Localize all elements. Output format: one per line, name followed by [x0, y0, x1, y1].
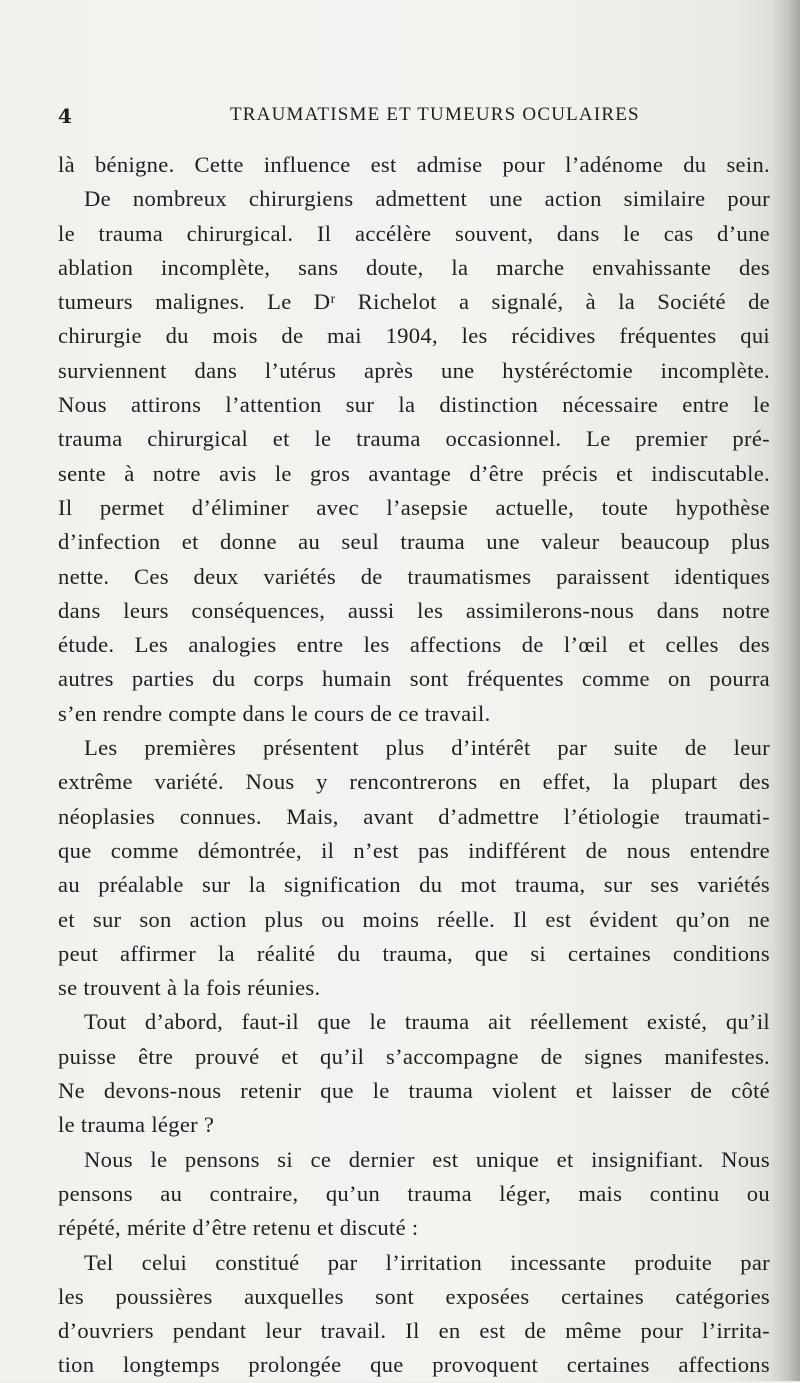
text-line: pensons au contraire, qu’un trauma léger, mais continu ou: [58, 1180, 770, 1206]
text-line: Nous le pensons si ce dernier est unique et insignifiant. Nous: [84, 1146, 770, 1172]
text-line: trauma chirurgical et le trauma occasionnel. Le premier pré-: [58, 426, 770, 452]
text-line: au préalable sur la signification du mot trauma, sur ses variétés: [58, 872, 770, 898]
text-line: d’ouvriers pendant leur travail. Il en est de même pour l’irrita-: [58, 1318, 770, 1344]
page-header: [58, 102, 758, 132]
text-line: dans leurs conséquences, aussi les assimilerons-nous dans notre: [58, 597, 770, 623]
text-line: ablation incomplète, sans doute, la marche envahissante des: [58, 254, 770, 280]
text-line: chirurgie du mois de mai 1904, les récidives fréquentes qui: [58, 323, 770, 349]
text-line: De nombreux chirurgiens admettent une action similaire pour: [84, 186, 770, 212]
page-edge-shadow: [770, 0, 800, 1381]
text-line: le trauma léger ?: [58, 1112, 215, 1138]
text-line: autres parties du corps humain sont fréquentes comme on pourra: [58, 666, 770, 692]
text-line: répété, mérite d’être retenu et discuté :: [58, 1215, 419, 1241]
text-line: sente à notre avis le gros avantage d’être précis et indiscutable.: [58, 460, 770, 486]
text-line: se trouvent à la fois réunies.: [58, 975, 321, 1001]
text-line: Ne devons-nous retenir que le trauma violent et laisser de côté: [58, 1078, 770, 1104]
text-line: puisse être prouvé et qu’il s’accompagne de signes manifestes.: [58, 1043, 770, 1069]
text-line: les poussières auxquelles sont exposées certaines catégories: [58, 1283, 770, 1309]
text-line: Tel celui constitué par l’irritation incessante produite par: [84, 1249, 770, 1275]
text-line: tion longtemps prolongée que provoquent certaines affections: [58, 1352, 770, 1378]
body-text: [58, 148, 770, 1383]
text-line: peut affirmer la réalité du trauma, que si certaines conditions: [58, 940, 770, 966]
text-line: là bénigne. Cette influence est admise pour l’adénome du sein.: [58, 152, 770, 177]
text-line: s’en rendre compte dans le cours de ce travail.: [58, 700, 491, 726]
text-line: nette. Ces deux variétés de traumatismes paraissent identiques: [58, 563, 770, 589]
text-line: Les premières présentent plus d’intérêt par suite de leur: [84, 735, 770, 761]
text-line: le trauma chirurgical. Il accélère souvent, dans le cas d’une: [58, 220, 770, 246]
text-line: que comme démontrée, il n’est pas indifférent de nous entendre: [58, 837, 770, 863]
text-line: surviennent dans l’utérus après une hystéréctomie incomplète.: [58, 357, 770, 383]
text-line: Il permet d’éliminer avec l’asepsie actuelle, toute hypothèse: [58, 494, 770, 520]
page-number: 4: [58, 104, 72, 128]
text-line: Nous attirons l’attention sur la distinction nécessaire entre le: [58, 392, 770, 418]
text-line: Tout d’abord, faut-il que le trauma ait réellement existé, qu’il: [84, 1009, 770, 1035]
text-line: et sur son action plus ou moins réelle. Il est évident qu’on ne: [58, 906, 770, 932]
text-line: d’infection et donne au seul trauma une valeur beaucoup plus: [58, 529, 770, 555]
text-line: extrême variété. Nous y rencontrerons en effet, la plupart des: [58, 769, 770, 795]
text-line: tumeurs malignes. Le Dʳ Richelot a signalé, à la Société de: [58, 289, 770, 315]
text-line: étude. Les analogies entre les affections de l’œil et celles des: [58, 632, 770, 658]
text-line: néoplasies connues. Mais, avant d’admettre l’étiologie traumati-: [58, 803, 770, 829]
running-title: TRAUMATISME ET TUMEURS OCULAIRES: [230, 104, 640, 125]
